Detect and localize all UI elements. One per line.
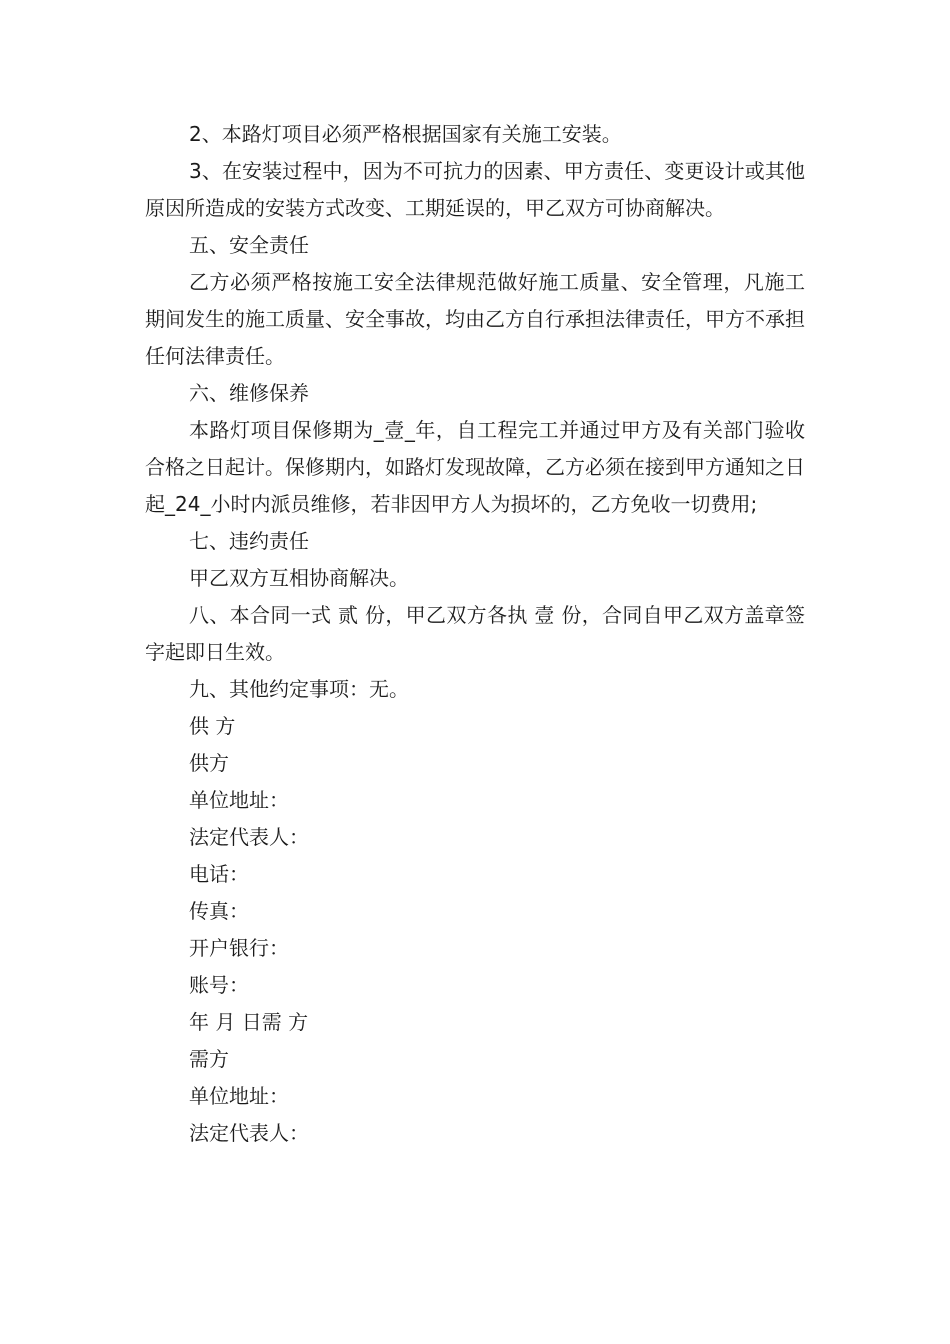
clause-breach-resolution: 甲乙双方互相协商解决。 xyxy=(189,566,409,590)
supplier-fax-field: 传真： xyxy=(189,899,249,923)
supplier-phone-field: 电话： xyxy=(189,862,249,886)
section-heading-safety: 五、安全责任 xyxy=(189,233,309,257)
buyer-legal-rep-field: 法定代表人： xyxy=(189,1121,309,1145)
supplier-legal-rep-field: 法定代表人： xyxy=(189,825,309,849)
document-body xyxy=(145,116,805,1152)
supplier-bank-field: 开户银行： xyxy=(189,936,289,960)
section-heading-breach: 七、违约责任 xyxy=(189,529,309,553)
clause-force-majeure: 3、在安装过程中，因为不可抗力的因素、甲方责任、变更设计或其他原因所造成的安装方式改变、工期延误的，甲乙双方可协商解决。 xyxy=(145,159,805,220)
buyer-address-field: 单位地址： xyxy=(189,1084,289,1108)
supplier-address-field: 单位地址： xyxy=(189,788,289,812)
clause-other-matters: 九、其他约定事项：无。 xyxy=(189,677,409,701)
supplier-heading: 供 方 xyxy=(189,714,236,738)
buyer-label: 需方 xyxy=(189,1047,229,1071)
supplier-label: 供方 xyxy=(189,751,229,775)
section-heading-maintenance: 六、维修保养 xyxy=(189,381,309,405)
date-and-buyer-heading: 年 月 日需 方 xyxy=(189,1010,309,1034)
supplier-account-field: 账号： xyxy=(189,973,249,997)
clause-safety-responsibility: 乙方必须严格按施工安全法律规范做好施工质量、安全管理，凡施工期间发生的施工质量、安全事故，均由乙方自行承担法律责任，甲方不承担任何法律责任。 xyxy=(145,270,805,368)
clause-installation-standard: 2、本路灯项目必须严格根据国家有关施工安装。 xyxy=(189,122,622,146)
clause-copies: 八、本合同一式 贰 份，甲乙双方各执 壹 份，合同自甲乙双方盖章签字起即日生效。 xyxy=(145,603,805,664)
clause-warranty: 本路灯项目保修期为_壹_年，自工程完工并通过甲方及有关部门验收合格之日起计。保修期内，如路灯发现故障，乙方必须在接到甲方通知之日起_24_小时内派员维修，若非因甲方人为损坏的，乙方免收一切费用; xyxy=(145,418,805,516)
